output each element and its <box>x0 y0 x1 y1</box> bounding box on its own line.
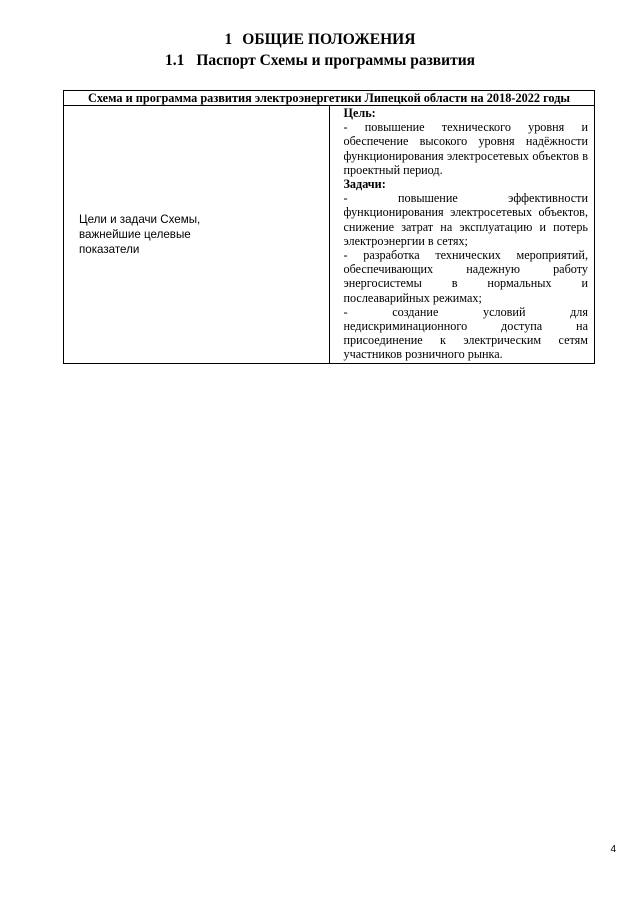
goal-heading: Цель: <box>343 106 376 120</box>
subsection-heading <box>0 52 640 70</box>
task-item: - создание условий для недискриминационного доступа на присоединение к электрическим сетям участников розничного рынка. <box>343 304 588 362</box>
subsection-title: Паспорт Схемы и программы развития <box>196 52 476 69</box>
subsection-number: 1.1 <box>164 52 185 69</box>
passport-table <box>63 90 595 364</box>
table-title-row <box>64 91 595 106</box>
goal-item: - повышение технического уровня и обеспечение высокого уровня надёжности функционирования электросетевых объектов в проектный период. <box>343 120 588 177</box>
table-title: Схема и программа развития электроэнергетики Липецкой области на 2018-2022 годы <box>64 91 595 106</box>
task-item: - разработка технических мероприятий, обеспечивающих надежную работу энергосистемы в нормальных и послеаварийных режимах; <box>343 248 588 305</box>
task-item: - повышение эффективности функционирования электросетевых объектов, снижение затрат на эксплуатацию и потерь электроэнергии в сетях; <box>343 191 588 248</box>
tasks-heading: Задачи: <box>343 177 386 192</box>
section-title: ОБЩИЕ ПОЛОЖЕНИЯ <box>242 31 416 48</box>
section-number: 1 <box>224 31 233 48</box>
table-row <box>64 106 595 364</box>
row-content <box>329 106 595 364</box>
page-number: 4 <box>610 844 616 855</box>
row-label: Цели и задачи Схемы, важнейшие целевые показатели <box>64 106 330 364</box>
section-heading <box>0 31 640 49</box>
